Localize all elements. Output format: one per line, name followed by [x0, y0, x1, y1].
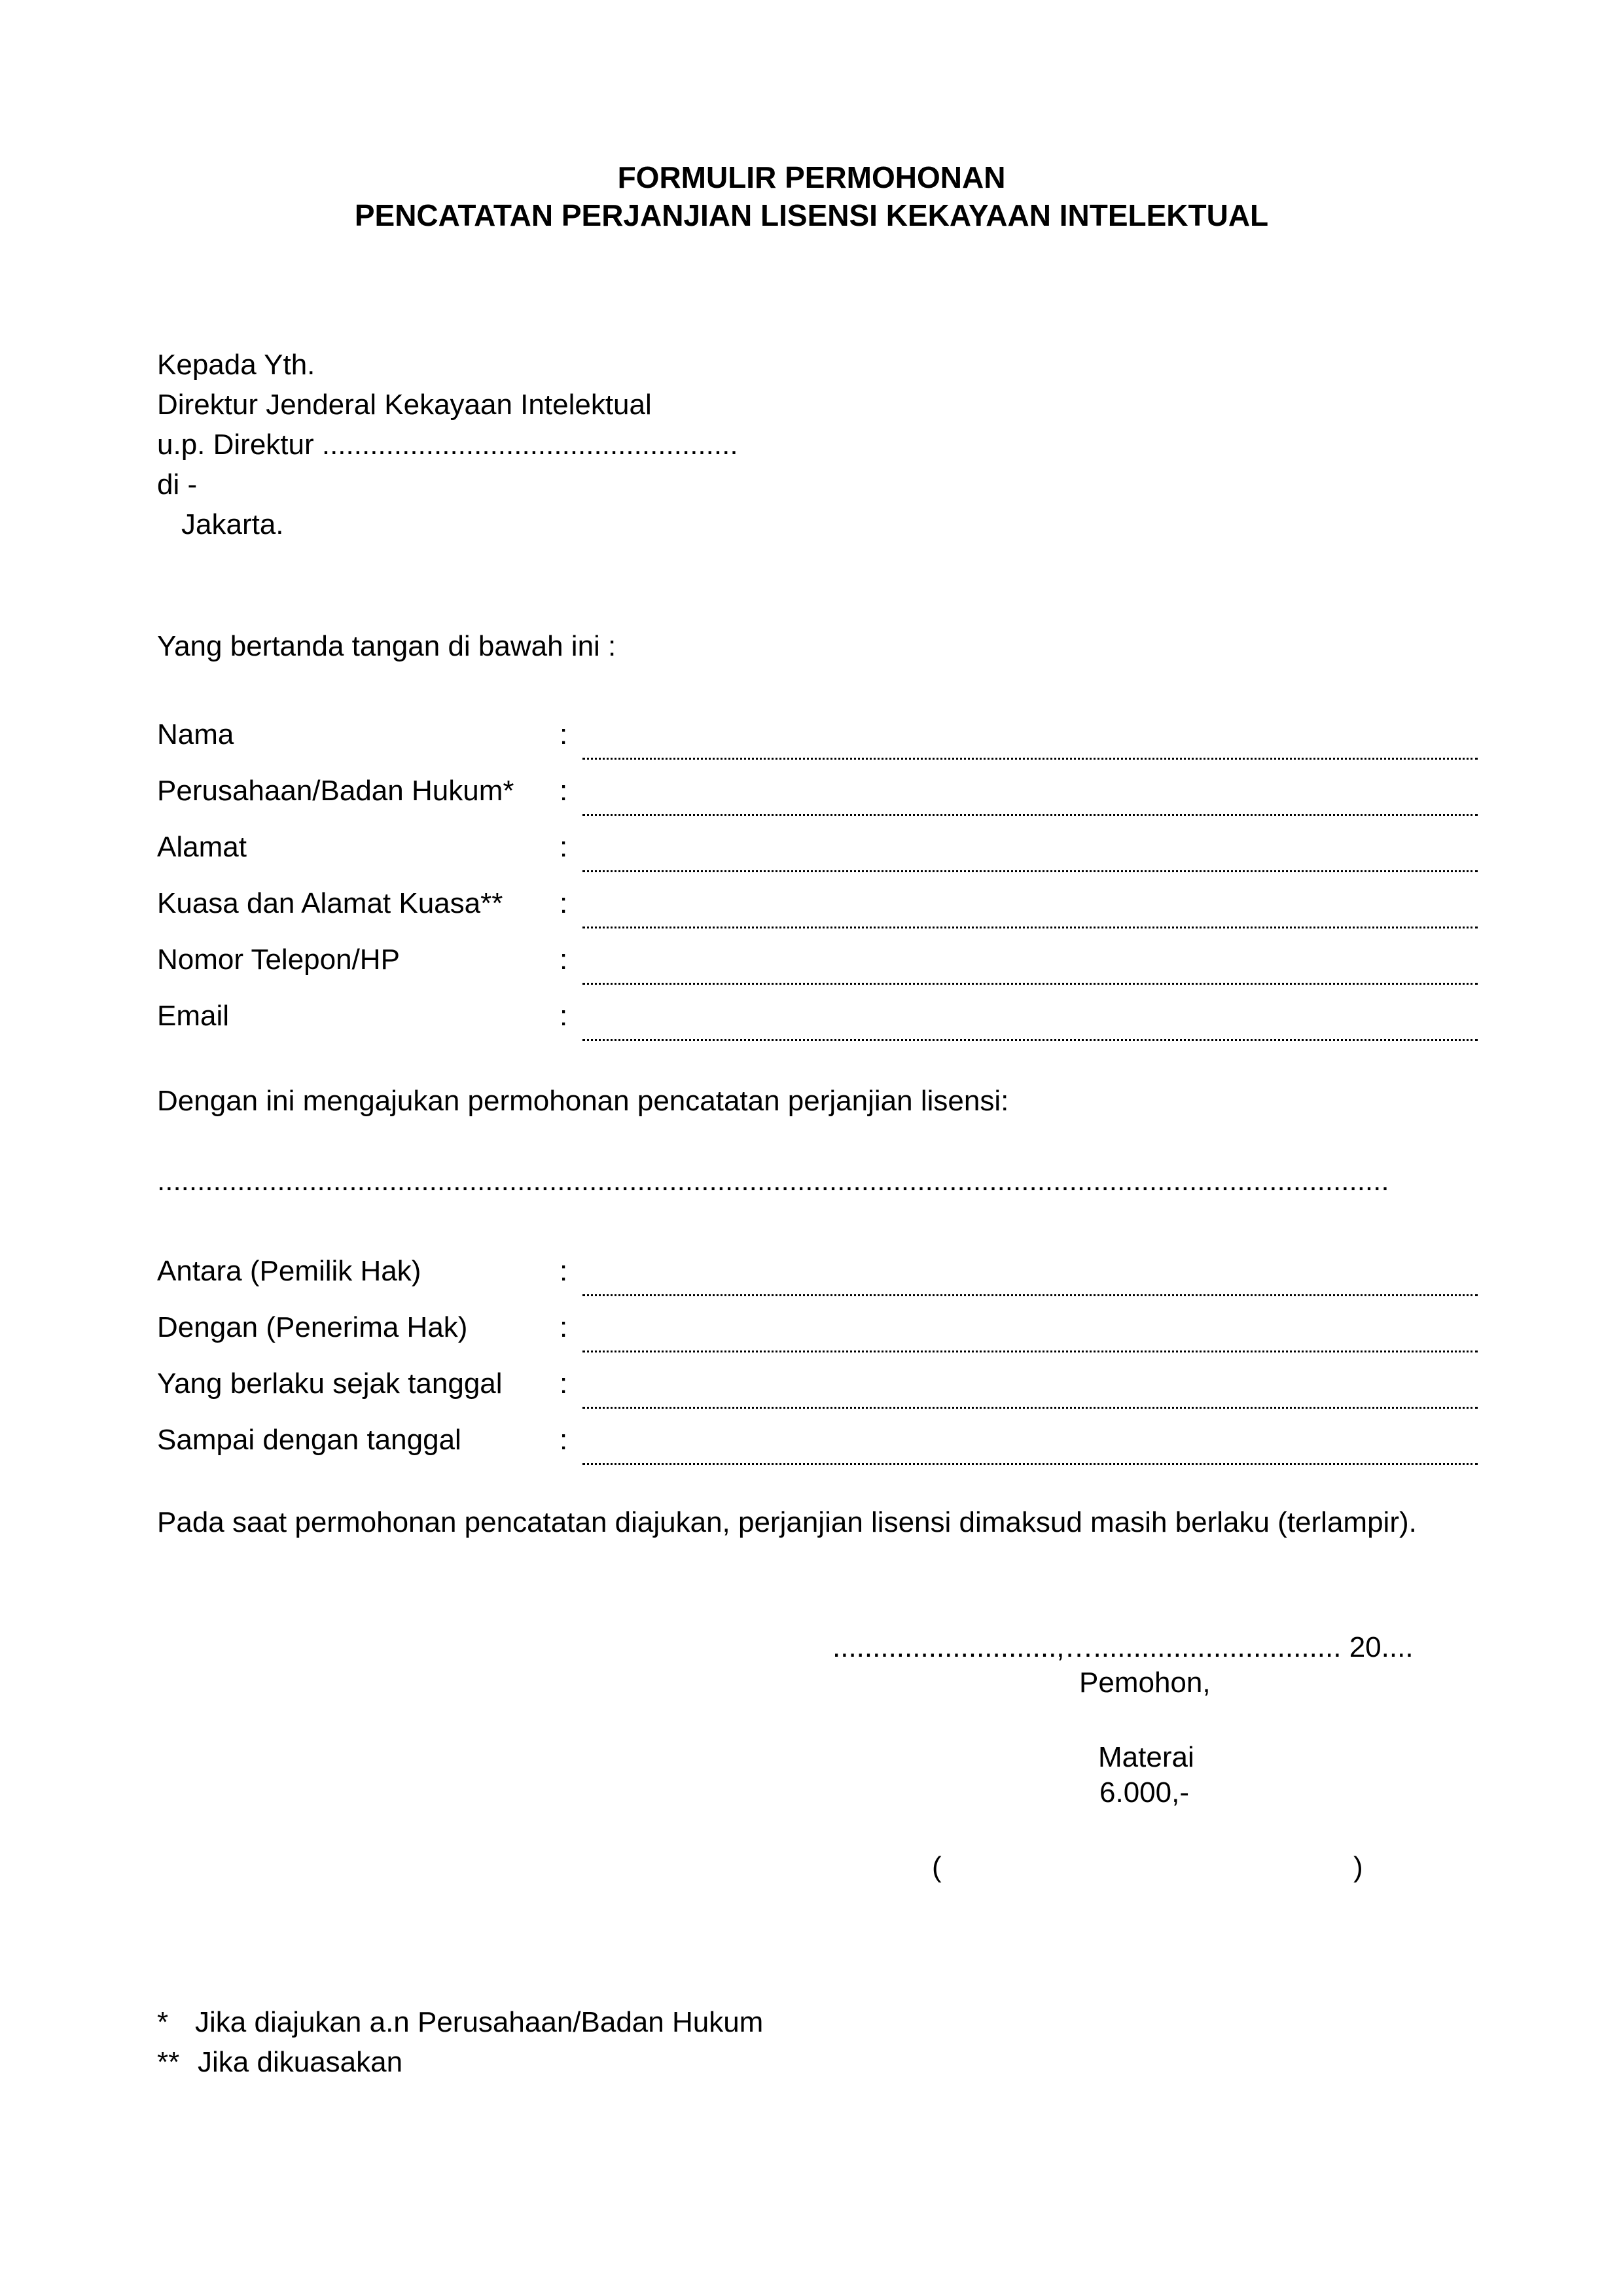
dengan-input-line[interactable]: [582, 1351, 1478, 1352]
field-colon: :: [560, 887, 568, 919]
address-city: Jakarta.: [181, 508, 284, 540]
field-label: Nomor Telepon/HP: [157, 944, 400, 976]
place-date-line[interactable]: ............................,…............................... 20....: [832, 1631, 1414, 1663]
field-colon: :: [560, 1311, 568, 1343]
field-label: Alamat: [157, 831, 247, 863]
field-label: Kuasa dan Alamat Kuasa**: [157, 887, 503, 919]
telepon-input-line[interactable]: [582, 983, 1478, 985]
alamat-input-line[interactable]: [582, 870, 1478, 872]
field-colon: :: [560, 1424, 568, 1456]
field-colon: :: [560, 831, 568, 863]
field-colon: :: [560, 775, 568, 807]
nama-input-line[interactable]: [582, 758, 1478, 760]
form-title-line-2: PENCATATAN PERJANJIAN LISENSI KEKAYAAN INTELEKTUAL: [354, 198, 1269, 232]
stamp-label: Materai: [1098, 1741, 1194, 1773]
field-label: Sampai dengan tanggal: [157, 1424, 461, 1456]
field-label: Antara (Pemilik Hak): [157, 1255, 421, 1287]
field-label: Nama: [157, 718, 234, 751]
field-label: Yang berlaku sejak tanggal: [157, 1368, 503, 1400]
sampai-dengan-input-line[interactable]: [582, 1463, 1478, 1465]
form-title-line-1: FORMULIR PERMOHONAN: [617, 160, 1006, 194]
address-di: di -: [157, 468, 198, 501]
kuasa-input-line[interactable]: [582, 927, 1478, 928]
footnote-2-mark: **: [157, 2046, 180, 2078]
request-statement: Dengan ini mengajukan permohonan pencatatan perjanjian lisensi:: [157, 1085, 1009, 1117]
berlaku-sejak-input-line[interactable]: [582, 1407, 1478, 1409]
field-label: Email: [157, 1000, 230, 1032]
request-dotted-line[interactable]: ..........................................................................................................................................................: [157, 1165, 1389, 1197]
signature-close-paren: ): [1353, 1851, 1363, 1883]
address-attention: u.p. Direktur ....................................................: [157, 429, 738, 461]
email-input-line[interactable]: [582, 1039, 1478, 1041]
perusahaan-input-line[interactable]: [582, 814, 1478, 816]
validity-statement: Pada saat permohonan pencatatan diajukan, perjanjian lisensi dimaksud masih berlaku (terlampir).: [157, 1506, 1417, 1538]
field-colon: :: [560, 1000, 568, 1032]
stamp-value: 6.000,-: [1099, 1776, 1189, 1809]
field-label: Perusahaan/Badan Hukum*: [157, 775, 514, 807]
footnote-2-text: Jika dikuasakan: [198, 2046, 403, 2078]
footnote-1-mark: *: [157, 2006, 169, 2038]
field-colon: :: [560, 718, 568, 751]
intro-text: Yang bertanda tangan di bawah ini :: [157, 630, 616, 662]
field-colon: :: [560, 944, 568, 976]
applicant-role: Pemohon,: [1079, 1667, 1211, 1699]
signature-open-paren: (: [932, 1851, 942, 1883]
field-label: Dengan (Penerima Hak): [157, 1311, 468, 1343]
footnote-1-text: Jika diajukan a.n Perusahaan/Badan Hukum: [195, 2006, 764, 2038]
field-colon: :: [560, 1255, 568, 1287]
address-recipient: Direktur Jenderal Kekayaan Intelektual: [157, 389, 652, 421]
address-salutation: Kepada Yth.: [157, 349, 315, 381]
field-colon: :: [560, 1368, 568, 1400]
antara-input-line[interactable]: [582, 1294, 1478, 1296]
